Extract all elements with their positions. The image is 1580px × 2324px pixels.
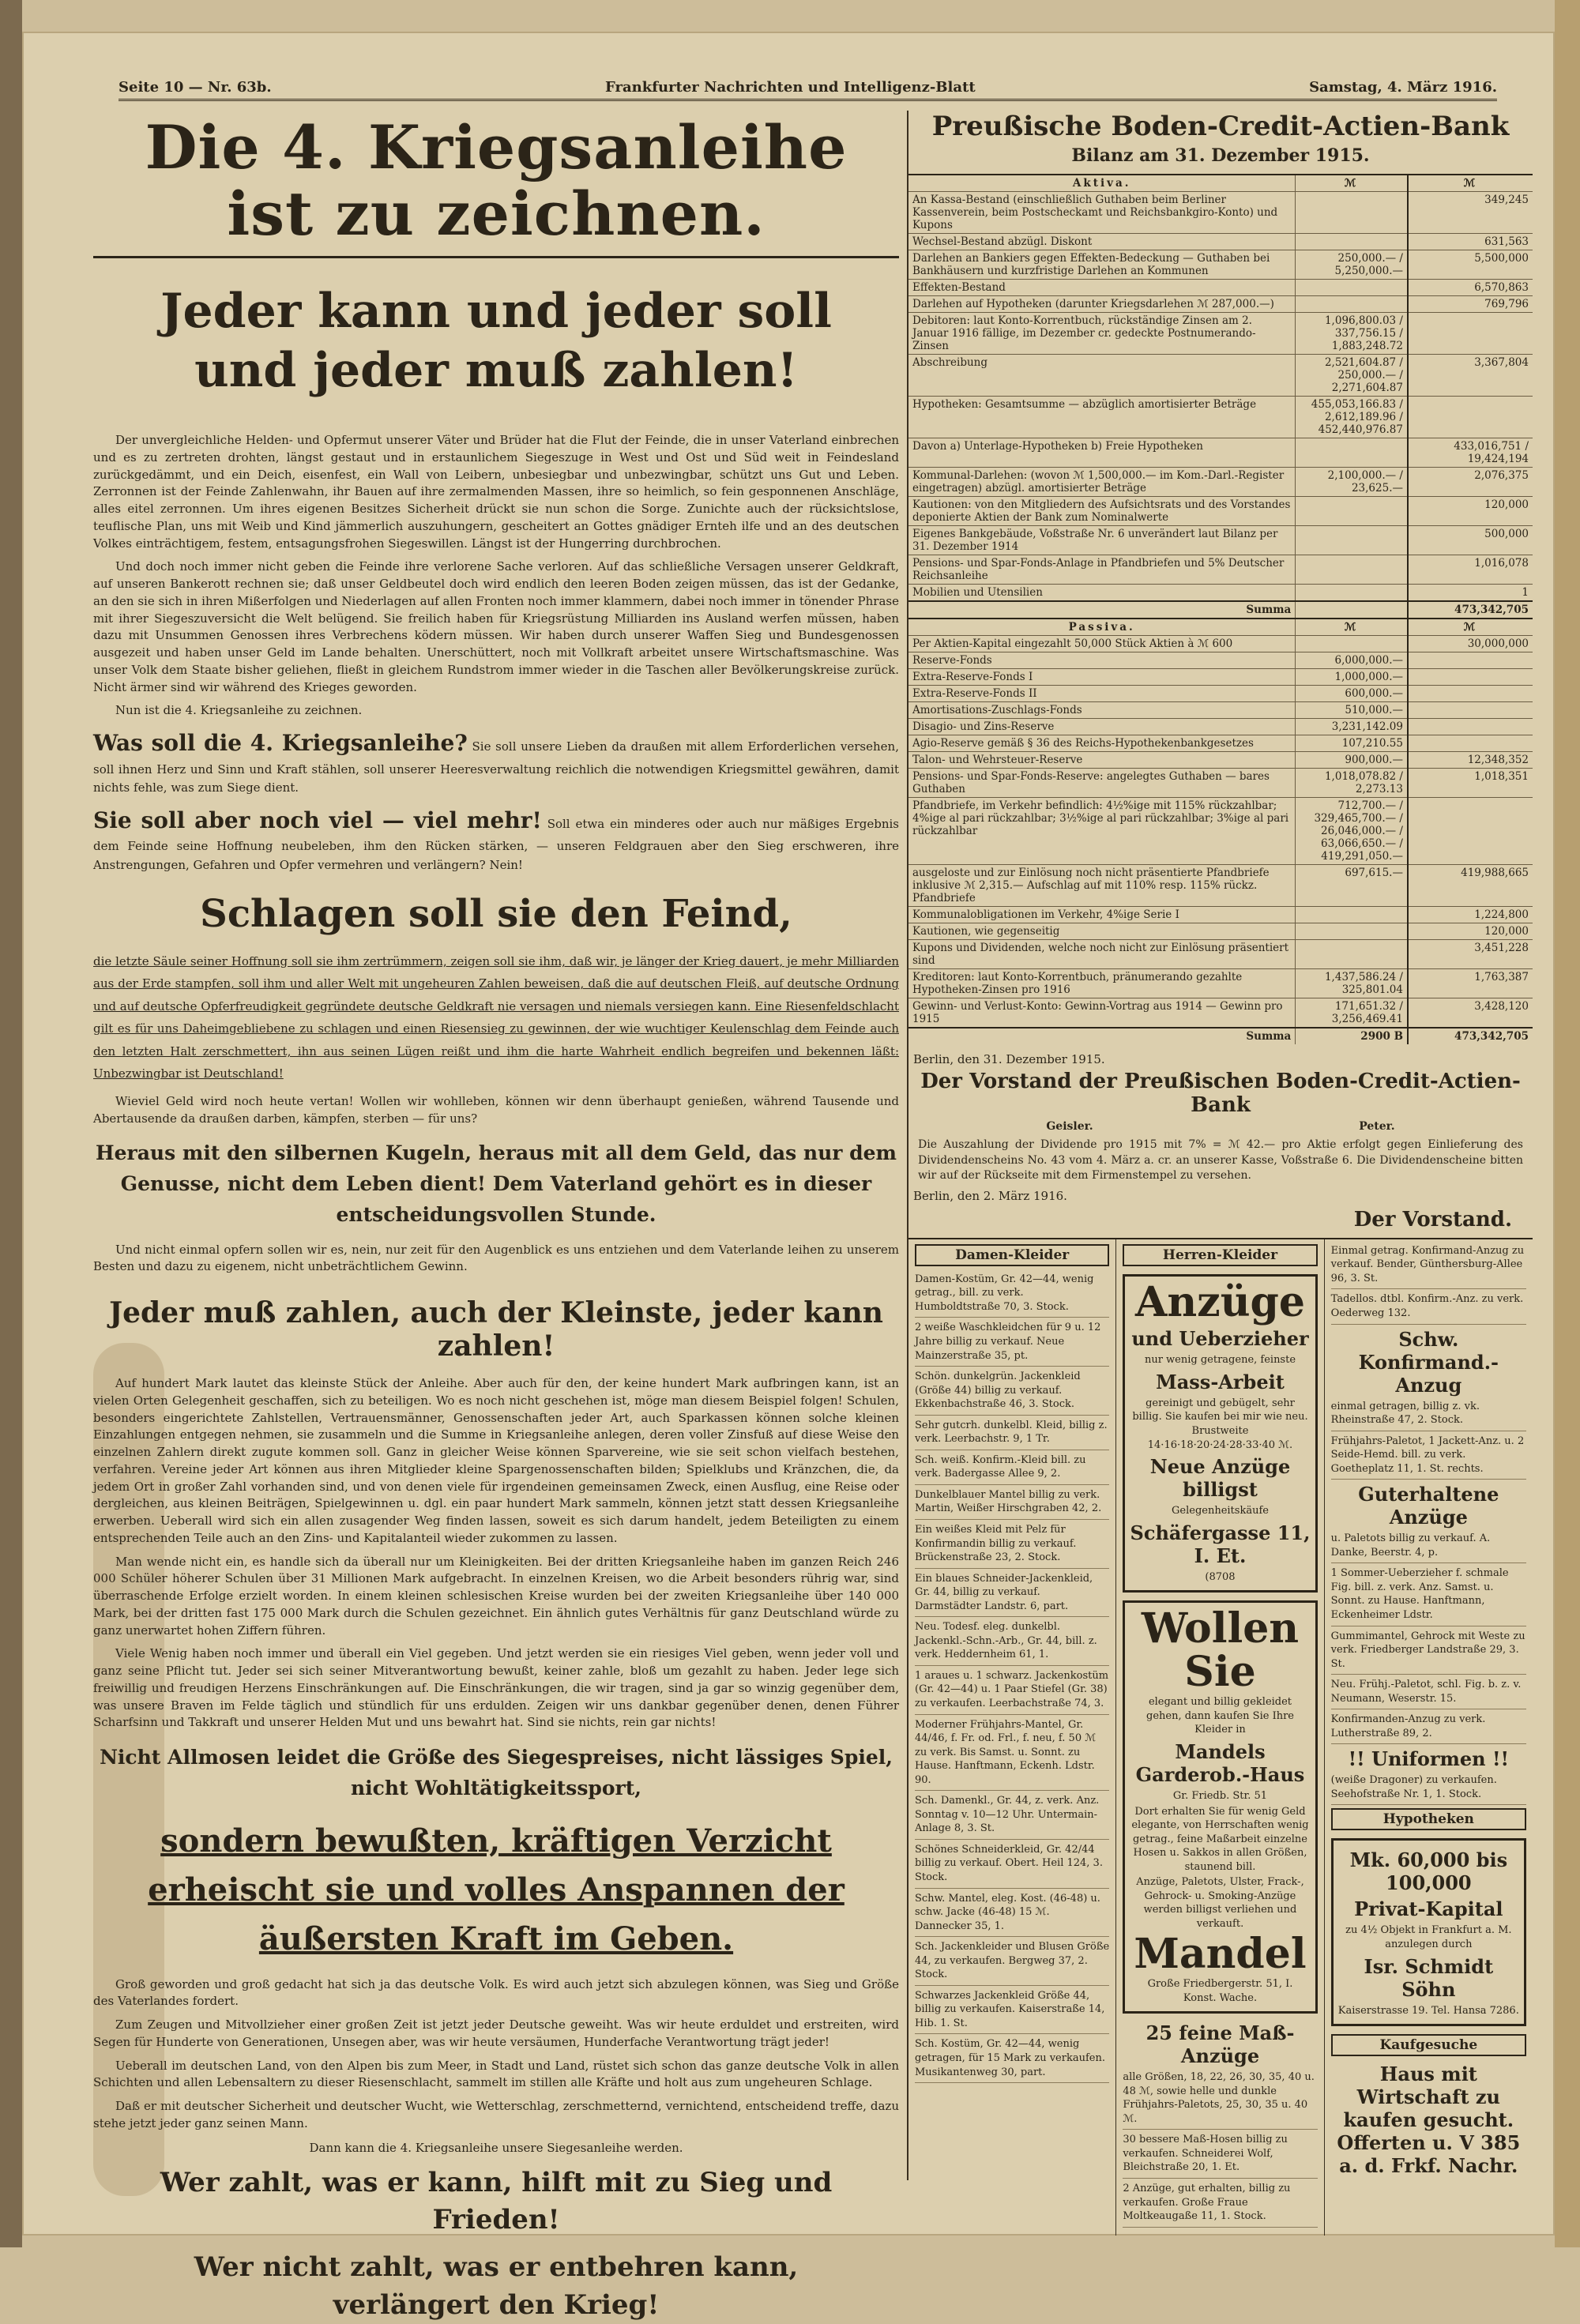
signature-title: Der Vorstand der Preußischen Boden-Credit-Actien-Bank xyxy=(920,1070,1521,1117)
aktiva-b: 1,016,078 xyxy=(1408,555,1533,585)
aktiva-sum-label: Summa xyxy=(908,601,1296,619)
aktiva-label: Pensions- und Spar-Fonds-Anlage in Pfandbriefen und 5% Deutscher Reichsanleihe xyxy=(908,555,1296,585)
passiva-row xyxy=(908,998,1533,1029)
currency-d: ℳ xyxy=(1408,619,1533,636)
damen-ad: Schw. Mantel, eleg. Kost. (46-48) u. schw. Jacke (46-48) 15 ℳ. Dannecker 35, 1. xyxy=(915,1892,1109,1938)
aktiva-label: Mobilien und Utensilien xyxy=(908,585,1296,602)
passiva-b xyxy=(1408,686,1533,702)
damen-ad: Sch. weiß. Konfirm.-Kleid bill. zu verk. Badergasse Allee 9, 2. xyxy=(915,1453,1109,1485)
aktiva-row xyxy=(908,468,1533,497)
aktiva-row xyxy=(908,355,1533,397)
passiva-b xyxy=(1408,652,1533,669)
aktiva-label: Davon a) Unterlage-Hypotheken b) Freie Hypotheken xyxy=(908,438,1296,468)
wollen-sie-text: elegant und billig gekleidet gehen, dann kaufen Sie Ihre Kleider in xyxy=(1146,1696,1294,1736)
aktiva-b: 3,367,804 xyxy=(1408,355,1533,397)
aktiva-label: Debitoren: laut Konto-Korrentbuch, rückständige Zinsen am 2. Januar 1916 fällige, im Dezember cr. gedeckte Postnumerando-Zinsen xyxy=(908,313,1296,355)
question-1 xyxy=(93,726,899,797)
aktiva-a xyxy=(1296,585,1408,602)
mandel-address: Große Friedbergerstr. 51, I. Konst. Wache. xyxy=(1147,1978,1293,2004)
anzuege-ad xyxy=(1123,1274,1317,1593)
heading-schlagen: Schlagen soll sie den Feind, xyxy=(200,891,792,936)
passiva-label: Disagio- und Zins-Reserve xyxy=(908,719,1296,735)
damen-ad: Sch. Jackenkleider und Blusen Größe 44, zu verkaufen. Bergweg 37, 2. Stock. xyxy=(915,1940,1109,1986)
page-edge xyxy=(1555,0,1580,2247)
passiva-header xyxy=(908,619,1533,636)
guterhaltene-head: Guterhaltene Anzüge xyxy=(1358,1483,1499,1529)
passiva-a: 107,210.55 xyxy=(1296,735,1408,752)
aktiva-row xyxy=(908,313,1533,355)
mass-hosen-ad: 30 bessere Maß-Hosen billig zu verkaufen. Schneiderei Wolf, Bleichstraße 20, 1. Et. xyxy=(1123,2133,1317,2179)
passiva-a: 900,000.— xyxy=(1296,752,1408,769)
passiva-b xyxy=(1408,669,1533,686)
paragraph-10: Groß geworden und groß gedacht hat sich ja das deutsche Volk. Es wird auch jetzt sich abzulegen können, was Sieg und Größe des Vaterlandes fordert. xyxy=(93,1976,899,2009)
mandel-name: Mandel xyxy=(1134,1929,1307,1978)
feine-mass-text: alle Größen, 18, 22, 26, 30, 35, 40 u. 48 ℳ, sowie helle und dunkle Frühjahrs-Paletots, 25, 30, 35 u. 40 ℳ. xyxy=(1123,2070,1317,2130)
damen-ad: Schön. dunkelgrün. Jackenkleid (Größe 44) billig zu verkauf. Ekkenbachstraße 46, 3. Stock. xyxy=(915,1370,1109,1416)
page-binding xyxy=(0,0,22,2247)
dividend-place: Berlin, den 2. März 1916. xyxy=(913,1188,1067,1203)
damen-ad-list xyxy=(915,1273,1109,2083)
schmidt-address: Kaiserstrasse 19. Tel. Hansa 7286. xyxy=(1337,2004,1519,2017)
aktiva-label: Kommunal-Darlehen: (wovon ℳ 1,500,000.— im Kom.-Darl.-Register eingetragen) abzügl. amortisierter Beträge xyxy=(908,468,1296,497)
paragraph-3: Nun ist die 4. Kriegsanleihe zu zeichnen. xyxy=(115,703,363,718)
passiva-a: 171,651.32 / 3,256,469.41 xyxy=(1296,998,1408,1029)
passiva-row xyxy=(908,769,1533,798)
wollen-sie-title: Wollen Sie xyxy=(1141,1604,1300,1696)
passiva-row xyxy=(908,686,1533,702)
aktiva-b: 2,076,375 xyxy=(1408,468,1533,497)
passiva-row xyxy=(908,865,1533,907)
aktiva-sum-value: 473,342,705 xyxy=(1408,601,1533,619)
question-1-head: Was soll die 4. Kriegsanleihe? xyxy=(93,730,468,757)
bold-appeal-1: Heraus mit den silbernen Kugeln, heraus mit all dem Geld, das nur dem Genusse, nicht dem Leben dient! Dem Vaterland gehört es in dieser entscheidungsvollen Stunde. xyxy=(96,1141,897,1226)
wollen-sie-ad xyxy=(1123,1600,1317,2014)
passiva-a xyxy=(1296,923,1408,940)
passiva-sum-ref: 2900 B xyxy=(1296,1028,1408,1044)
konfirm-anz-ad: Tadellos. dtbl. Konfirm.-Anz. zu verk. Oederweg 132. xyxy=(1331,1292,1526,1324)
signature-block xyxy=(913,1052,1528,1232)
aktiva-label: Darlehen auf Hypotheken (darunter Kriegsdarlehen ℳ 287,000.—) xyxy=(908,296,1296,313)
paragraph-6: Und nicht einmal opfern sollen wir es, nein, nur zeit für den Augenblick es uns entziehen und dem Vaterlande leihen zu unserem Besten und dazu zu eigenem, nicht unbeträchtlichem Gewinn. xyxy=(93,1242,899,1274)
aktiva-sum-blank xyxy=(1296,601,1408,619)
passiva-label: Kautionen, wie gegenseitig xyxy=(908,923,1296,940)
passiva-row xyxy=(908,752,1533,769)
damen-ad: 1 araues u. 1 schwarz. Jackenkostüm (Gr. 42—44) u. 1 Paar Stiefel (Gr. 38) zu verkaufen. Leerbachstraße 74, 3. xyxy=(915,1669,1109,1715)
slogan-line-2: und jeder muß zahlen! xyxy=(194,343,798,399)
herren-kleider-head: Herren-Kleider xyxy=(1123,1244,1317,1266)
neue-anzuege: Neue Anzüge billigst xyxy=(1149,1455,1291,1502)
aktiva-row xyxy=(908,397,1533,438)
passiva-row xyxy=(908,940,1533,969)
aktiva-a xyxy=(1296,280,1408,296)
aktiva-label: Kautionen: von den Mitgliedern des Aufsichtsrats und des Vorstandes deponierte Aktien der Bank zum Nominalwerte xyxy=(908,497,1296,526)
passiva-row xyxy=(908,702,1533,719)
passiva-row xyxy=(908,907,1533,923)
passiva-b xyxy=(1408,719,1533,735)
paragraph-11: Zum Zeugen und Mitvollzieher einer großen Zeit ist jetzt jeder Deutsche geweiht. Was wir heute erduldet und erstreiten, wird Segen für Hunderte von Generationen, Unsegen aber, was wir heute versäumen, Hunderfache Verantwortung trägt jeder! xyxy=(93,2018,899,2049)
aktiva-b: 500,000 xyxy=(1408,526,1533,555)
classified-ads xyxy=(908,1238,1533,2236)
aktiva-b xyxy=(1408,397,1533,438)
mass-arbeit: Mass-Arbeit xyxy=(1156,1370,1285,1393)
konfirmand-anzug-ad: Einmal getrag. Konfirmand-Anzug zu verkauf. Bender, Günthersburg-Allee 96, 3. St. xyxy=(1331,1244,1526,1290)
aktiva-b: 349,245 xyxy=(1408,192,1533,234)
signature-names xyxy=(913,1120,1528,1133)
passiva-a: 712,700.— / 329,465,700.— / 26,046,000.— / 63,066,650.— / 419,291,050.— xyxy=(1296,798,1408,865)
privat-text: zu 4½ Objekt in Frankfurt a. M. anzulegen durch xyxy=(1345,1924,1512,1950)
aktiva-label: Darlehen an Bankiers gegen Effekten-Bedeckung — Guthaben bei Bankhäusern und kurzfristige Darlehen an Kommunen xyxy=(908,250,1296,280)
passiva-b: 30,000,000 xyxy=(1408,636,1533,652)
damen-ad: Damen-Kostüm, Gr. 42—44, wenig getrag., bill. zu verk. Humboldtstraße 70, 3. Stock. xyxy=(915,1273,1109,1318)
signer-1: Geisler. xyxy=(1046,1120,1093,1133)
passiva-a: 1,000,000.— xyxy=(1296,669,1408,686)
aktiva-b xyxy=(1408,313,1533,355)
passiva-label: ausgeloste und zur Einlösung noch nicht präsentierte Pfandbriefe inklusive ℳ 2,315.— Aufschlag auf mit 110% resp. 115% rückz. Pfandbriefe xyxy=(908,865,1296,907)
passiva-label: Agio-Reserve gemäß § 36 des Reichs-Hypothekenbankgesetzes xyxy=(908,735,1296,752)
aktiva-row xyxy=(908,438,1533,468)
passiva-label: Extra-Reserve-Fonds II xyxy=(908,686,1296,702)
aktiva-row xyxy=(908,497,1533,526)
passiva-row xyxy=(908,719,1533,735)
aktiva-label: Abschreibung xyxy=(908,355,1296,397)
damen-ad: Sehr gutcrh. dunkelbl. Kleid, billig z. verk. Leerbachstr. 9, 1 Tr. xyxy=(915,1419,1109,1450)
passiva-label: Reserve-Fonds xyxy=(908,652,1296,669)
passiva-a xyxy=(1296,940,1408,969)
passiva-b: 3,451,228 xyxy=(1408,940,1533,969)
aktiva-b: 6,570,863 xyxy=(1408,280,1533,296)
aktiva-b: 631,563 xyxy=(1408,234,1533,250)
aktiva-label: Aktiva. xyxy=(908,175,1296,192)
fruehjahrs-paletot-ad: Frühjahrs-Paletot, 1 Jackett-Anz. u. 2 Seide-Hemd. bill. zu verk. Goetheplatz 11, 1. St. rechts. xyxy=(1331,1435,1526,1480)
mandels-text: Dort erhalten Sie für wenig Geld elegante, von Herrschaften wenig getrag., feine Maßarbeit einzelne Hosen u. Sakkos in allen Größen, staunend bill. xyxy=(1131,1805,1309,1873)
closing-line-1: Wer zahlt, was er kann, hilft mit zu Sieg und Frieden! xyxy=(160,2166,833,2236)
heading-jeder-muss: Jeder muß zahlen, auch der Kleinste, jeder kann zahlen! xyxy=(109,1296,883,1363)
passiva-label: Kreditoren: laut Konto-Korrentbuch, pränumerando gezahlte Hypotheken-Zinsen pro 1916 xyxy=(908,969,1296,998)
question-2-head: Sie soll aber noch viel — viel mehr! xyxy=(93,807,542,834)
aktiva-b: 769,796 xyxy=(1408,296,1533,313)
anzuege-note: nur wenig getragene, feinste xyxy=(1144,1354,1296,1367)
passiva-label: Pfandbriefe, im Verkehr befindlich: 4½%ige mit 115% rückzahlbar; 4%ige al pari rückzahlbar; 3½%ige al pari rückzahlbar; 3%ige al pari rückzahlbar xyxy=(908,798,1296,865)
passiva-row xyxy=(908,735,1533,752)
passiva-b xyxy=(1408,702,1533,719)
bold-appeal-2: Nicht Allmosen leidet die Größe des Siegespreises, nicht lässiges Spiel, nicht Wohltätigkeitssport, xyxy=(100,1746,893,1799)
passiva-b: 12,348,352 xyxy=(1408,752,1533,769)
heavy-appeal: sondern bewußten, kräftigen Verzicht erheischt sie und volles Anspannen der äußersten Kraft im Geben. xyxy=(148,1822,845,1957)
mandels-name: Mandels Garderob.-Haus xyxy=(1135,1740,1305,1787)
damen-ad: Sch. Kostüm, Gr. 42—44, wenig getragen, für 15 Mark zu verkaufen. Musikantenweg 30, part. xyxy=(915,2037,1109,2083)
damen-ad: Neu. Todesf. eleg. dunkelbl. Jackenkl.-Schn.-Arb., Gr. 44, bill. z. verk. Heddernheim 61, 1. xyxy=(915,1620,1109,1666)
passiva-label: Amortisations-Zuschlags-Fonds xyxy=(908,702,1296,719)
paragraph-1: Der unvergleichliche Helden- und Opfermut unserer Väter und Brüder hat die Flut der Feinde, die in unser Vaterland einbrechen und es zu zertreten drohten, längst gestaut und in erstaunlichem Siegeszuge in West und Ost und Süd weit in Feindesland zurückgedämmt, und ein Deich, eisenfest, ein Wall von Leibern, unbesiegbar und unbezwingbar, schützt uns Gut und Leben. Zerronnen ist der Feinde Zahlenwahn, ihr Bauen auf ihre zermalmenden Massen, ihre so heimlich, so fein gesponnenen Anschläge, alles eitel zerronnen. Um ihres eigenen Besitzes Sicherheit drückt sie nun schon die Sorge. Zunichte auch der rücksichtslose, teuflische Plan, uns mit Weib und Kind jämmerlich auszuhungern, gescheitert an Gottes gnädiger Ernteh ilfe und an des deutschen Volkes einträchtigem, festem, entsagungsfrohen Siegeswillen. Längst ist der Hungerring durchbrochen. xyxy=(93,433,899,551)
privat-kapital: Privat-Kapital xyxy=(1354,1897,1503,1921)
anzuege-title: Anzüge xyxy=(1135,1277,1305,1326)
passiva-b xyxy=(1408,798,1533,865)
aktiva-a xyxy=(1296,296,1408,313)
passiva-label: Gewinn- und Verlust-Konto: Gewinn-Vortrag aus 1914 — Gewinn pro 1915 xyxy=(908,998,1296,1029)
passiva-a: 510,000.— xyxy=(1296,702,1408,719)
hyp-amount: Mk. 60,000 bis 100,000 xyxy=(1349,1848,1508,1895)
haus-wirtschaft-ad: Haus mit Wirtschaft zu kaufen gesucht. Offerten u. V 385 a. d. Frkf. Nachr. xyxy=(1337,2063,1521,2178)
passiva-row xyxy=(908,669,1533,686)
passiva-a xyxy=(1296,636,1408,652)
paragraph-9: Viele Wenig haben noch immer und überall ein Viel gegeben. Und jetzt werden sie ein riesiges Viel geben, wenn jeder voll und ganz seine Pflicht tut. Jeder sei sich seiner Mitverantwortung bewußt, keiner zahle, bloß um gezahlt zu haben. Jeder lege sich freiwillig und freudigen Herzens Einschränkungen auf. Die Einschränkungen, die wir tragen, sind ja gar so winzig gegenüber dem, was unsere Braven im Felde täglich und stündlich für uns erdulden. Zeigen wir uns dankbar gegenüber denen, denen Führer Scharfsinn und Takkraft und unserer Helden Mut und uns bewahrt hat. Sind sie nichts, rein gar nichts! xyxy=(93,1646,899,1730)
aktiva-a: 1,096,800.03 / 337,756.15 / 1,883,248.72 xyxy=(1296,313,1408,355)
aktiva-a xyxy=(1296,526,1408,555)
aktiva-label: An Kassa-Bestand (einschließlich Guthaben beim Berliner Kassenverein, beim Postscheckamt und Reichsbankgiro-Konto) und Kupons xyxy=(908,192,1296,234)
privat-kapital-ad xyxy=(1331,1838,1526,2026)
war-loan-appeal xyxy=(93,111,900,2321)
aktiva-b: 433,016,751 / 19,424,194 xyxy=(1408,438,1533,468)
aktiva-label: Effekten-Bestand xyxy=(908,280,1296,296)
paragraph-14: Dann kann die 4. Kriegsanleihe unsere Siegesanleihe werden. xyxy=(309,2140,683,2155)
damen-kleider-head: Damen-Kleider xyxy=(915,1244,1109,1266)
passiva-a: 3,231,142.09 xyxy=(1296,719,1408,735)
passiva-row xyxy=(908,798,1533,865)
closing-line-2a: Wer nicht zahlt, was er entbehren kann, xyxy=(194,2251,799,2283)
anzuege-subtitle: und Ueberzieher xyxy=(1131,1327,1309,1351)
page-number: Seite 10 — Nr. 63b. xyxy=(118,78,272,96)
aktiva-b: 5,500,000 xyxy=(1408,250,1533,280)
dividend-notice: Die Auszahlung der Dividende pro 1915 mit 7% = ℳ 42.— pro Aktie erfolgt gegen Einlieferung des Dividendenscheins No. 43 vom 4. März a. cr. an unserer Kasse, Voßstraße 6. Die Dividendenscheine bitten wir auf der Rückseite mit dem Firmenstempel zu versehen. xyxy=(918,1138,1523,1183)
aktiva-row xyxy=(908,555,1533,585)
paragraph-13: Daß er mit deutscher Sicherheit und deutscher Wucht, wie Wetterschlag, zerschmetternd, vernichtend, entscheidend treffe, dazu stehe jetzt jeder ganz seinen Mann. xyxy=(93,2099,899,2130)
paragraph-5: Wieviel Geld wird noch heute vertan! Wollen wir wohlleben, können wir denn überhaupt genießen, während Tausende und Abertausende da draußen darben, kämpfen, sterben — für uns? xyxy=(93,1093,899,1126)
newspaper-name: Frankfurter Nachrichten und Intelligenz-Blatt xyxy=(605,78,976,96)
aktiva-row xyxy=(908,296,1533,313)
damen-ad: Ein weißes Kleid mit Pelz für Konfirmandin billig zu verkauf. Brückenstraße 23, 2. Stock. xyxy=(915,1523,1109,1569)
damen-ad: Schönes Schneiderkleid, Gr. 42/44 billig zu verkauf. Obert. Heil 124, 3. Stock. xyxy=(915,1843,1109,1889)
damen-ad: Moderner Frühjahrs-Mantel, Gr. 44/46, f. Fr. od. Frl., f. neu, f. 50 ℳ zu verk. Bis Samst. u. Sonnt. zu Hause. Hanftmann, Eckenh. Ldstr. 90. xyxy=(915,1718,1109,1792)
passiva-label: Per Aktien-Kapital eingezahlt 50,000 Stück Aktien à ℳ 600 xyxy=(908,636,1296,652)
bilanz-title: Bilanz am 31. Dezember 1915. xyxy=(1071,145,1370,166)
uniformen-text: (weiße Dragoner) zu verkaufen. Seehofstraße Nr. 1, 1. Stock. xyxy=(1331,1773,1526,1805)
guterhaltene-text: u. Paletots billig zu verkauf. A. Danke, Beerstr. 4, p. xyxy=(1331,1532,1526,1563)
aktiva-sum-row xyxy=(908,601,1533,619)
anzug-list: Anzüge, Paletots, Ulster, Frack-, Gehrock- u. Smoking-Anzüge werden billigst verliehen und verkauft. xyxy=(1136,1876,1304,1930)
damen-ad: Sch. Damenkl., Gr. 44, z. verk. Anz. Sonntag v. 10—12 Uhr. Untermain-Anlage 8, 3. St. xyxy=(915,1794,1109,1840)
aktiva-row xyxy=(908,192,1533,234)
damen-ad: Schwarzes Jackenkleid Größe 44, billig zu verkaufen. Kaiserstraße 14, Hib. 1. St. xyxy=(915,1989,1109,2035)
signature-place: Berlin, den 31. Dezember 1915. xyxy=(913,1052,1105,1066)
aktiva-row xyxy=(908,280,1533,296)
passiva-a xyxy=(1296,907,1408,923)
aktiva-a: 2,521,604.87 / 250,000.— / 2,271,604.87 xyxy=(1296,355,1408,397)
right-column xyxy=(907,111,1533,2223)
question-1-text: Sie soll unsere Lieben da draußen mit allem Erforderlichen versehen, soll ihnen Herz und Sinn und Kraft stählen, soll unserer Heeresverwaltung reichlich die notwendigen Kriegsmittel gewähren, damit nichts fehle, was zum Siege dient. xyxy=(93,739,899,795)
gelegenheitskaeufe: Gelegenheitskäufe xyxy=(1172,1505,1269,1517)
question-2 xyxy=(93,803,899,874)
dividend-signature: Der Vorstand. xyxy=(1353,1207,1512,1232)
aktiva-b: 120,000 xyxy=(1408,497,1533,526)
schmidt-name: Isr. Schmidt Söhn xyxy=(1364,1954,1494,2001)
passiva-a: 600,000.— xyxy=(1296,686,1408,702)
passiva-b: 1,763,387 xyxy=(1408,969,1533,998)
anzuege-details: gereinigt und gebügelt, sehr billig. Sie kaufen bei mir wie neu. Brustweite 14·16·18·20·24·28·33·40 ℳ. xyxy=(1132,1397,1308,1451)
neu-fruehj-ad: Neu. Frühj.-Paletot, schl. Fig. b. z. v. Neumann, Weserstr. 15. xyxy=(1331,1678,1526,1709)
aktiva-a: 250,000.— / 5,250,000.— xyxy=(1296,250,1408,280)
aktiva-b: 1 xyxy=(1408,585,1533,602)
appeal-slogan xyxy=(93,282,899,400)
aktiva-header xyxy=(908,175,1533,192)
paragraph-2: Und doch noch immer nicht geben die Feinde ihre verlorene Sache verloren. Auf das schließliche Versagen unserer Geldkraft, auf unseren Bankerott rechnen sie; daß unser Geldbeutel doch wird endlich den leeren Boden zeigen müssen, das ist der Gedanke, an den sie sich in ihren Mißerfolgen und Niederlagen auf allen Fronten noch immer klammern, dabei noch immer in tönender Phrase mit ihrer Siegeszuversicht die Welt belügend. Sie freilich haben für Kriegsrüstung Milliarden ins Ausland werfen müssen, haben dazu mit Unsummen Genossen ihres Verbrechens ködern müssen. Wir haben durch unserer Waffen Sieg und Bundesgenossen ausgezeit und haben unser Geld im Lande behalten. Unerschüttert, noch mit Vollkraft arbeitet unsere Wirtschaftsmaschine. Was unser Volk dem Staate bisher geliehen, fließt in gleichem Rundstrom immer wieder in die Taschen aller Bevölkerungskreise zurück. Nicht ärmer sind wir während des Krieges geworden. xyxy=(93,559,899,694)
schw-konfirmand-text: einmal getragen, billig z. vk. Rheinstraße 47, 2. Stock. xyxy=(1331,1400,1526,1431)
schaefer-ref: (8708 xyxy=(1205,1570,1236,1583)
appeal-title: Die 4. Kriegsanleihe ist zu zeichnen. xyxy=(145,112,848,249)
aktiva-label: Eigenes Bankgebäude, Voßstraße Nr. 6 unverändert laut Bilanz per 31. Dezember 1914 xyxy=(908,526,1296,555)
passiva-row xyxy=(908,923,1533,940)
passiva-b: 1,018,351 xyxy=(1408,769,1533,798)
aktiva-row xyxy=(908,234,1533,250)
konfirmanden-anzug-ad: Konfirmanden-Anzug zu verk. Lutherstraße 89, 2. xyxy=(1331,1713,1526,1744)
aktiva-label: Hypotheken: Gesamtsumme — abzüglich amortisierter Beträge xyxy=(908,397,1296,438)
passiva-b xyxy=(1408,735,1533,752)
passiva-label: Passiva. xyxy=(908,619,1296,636)
passiva-label: Kupons und Dividenden, welche noch nicht zur Einlösung präsentiert sind xyxy=(908,940,1296,969)
aktiva-a xyxy=(1296,497,1408,526)
aktiva-a xyxy=(1296,234,1408,250)
schaefergasse-address: Schäfergasse 11, I. Et. xyxy=(1130,1521,1311,1567)
passiva-label: Kommunalobligationen im Verkehr, 4%ige Serie I xyxy=(908,907,1296,923)
hypotheken-head: Hypotheken xyxy=(1331,1808,1526,1830)
passiva-label: Extra-Reserve-Fonds I xyxy=(908,669,1296,686)
feine-mass-anzuege: 25 feine Maß-Anzüge xyxy=(1146,2021,1295,2068)
running-header xyxy=(118,75,1497,101)
damen-ad: Ein blaues Schneider-Jackenkleid, Gr. 44, billig zu verkauf. Darmstädter Landstr. 6, part. xyxy=(915,1572,1109,1618)
aktiva-label: Wechsel-Bestand abzügl. Diskont xyxy=(908,234,1296,250)
passiva-row xyxy=(908,636,1533,652)
ads-column-misc xyxy=(1325,1239,1533,2236)
aktiva-a: 455,053,166.83 / 2,612,189.96 / 452,440,976.87 xyxy=(1296,397,1408,438)
paragraph-8: Man wende nicht ein, es handle sich da überall nur um Kleinigkeiten. Bei der dritten Kriegsanleihe haben im ganzen Reich 246 000 Schüler höherer Schulen über 31 Millionen Mark aufgebracht. In einzelnen Kreisen, wo die Arbeit besonders rührig war, sind überraschende Erfolge erzielt worden. In einem kleinen schlesischen Kreise wurden bei der zweiten Kriegsanleihe über 140 000 Mark, bei der dritten fast 175 000 Mark durch die Schulen gezeichnet. Ein ähnlich gutes Verhältnis für ganz Deutschland würde zu ganz unerwartet hohen Ziffern führen. xyxy=(93,1554,899,1638)
aktiva-a: 2,100,000.— / 23,625.— xyxy=(1296,468,1408,497)
passiva-b: 3,428,120 xyxy=(1408,998,1533,1029)
passiva-row xyxy=(908,969,1533,998)
anzuege-last-ad: 2 Anzüge, gut erhalten, billig zu verkaufen. Große Fraue Moltkeaugaße 11, 1. Stock. xyxy=(1123,2182,1317,2228)
passiva-a: 1,437,586.24 / 325,801.04 xyxy=(1296,969,1408,998)
passiva-sum-label: Summa xyxy=(908,1028,1296,1044)
passiva-a: 697,615.— xyxy=(1296,865,1408,907)
uniformen-head: !! Uniformen !! xyxy=(1348,1747,1510,1771)
passiva-sum-row xyxy=(908,1028,1533,1044)
passiva-a: 6,000,000.— xyxy=(1296,652,1408,669)
passiva-label: Talon- und Wehrsteuer-Reserve xyxy=(908,752,1296,769)
passiva-row xyxy=(908,652,1533,669)
currency-a: ℳ xyxy=(1296,175,1408,192)
damen-ad: 2 weiße Waschkleidchen für 9 u. 12 Jahre billig zu verkauf. Neue Mainzerstraße 35, pt. xyxy=(915,1321,1109,1367)
passiva-a: 1,018,078.82 / 2,273.13 xyxy=(1296,769,1408,798)
passiva-b: 120,000 xyxy=(1408,923,1533,940)
currency-b: ℳ xyxy=(1408,175,1533,192)
aktiva-a xyxy=(1296,438,1408,468)
passiva-b: 419,988,665 xyxy=(1408,865,1533,907)
ads-column-herren xyxy=(1116,1239,1324,2236)
issue-date: Samstag, 4. März 1916. xyxy=(1309,78,1497,96)
kaufgesuche-head: Kaufgesuche xyxy=(1331,2034,1526,2056)
aktiva-row xyxy=(908,585,1533,602)
ads-column-damen xyxy=(908,1239,1116,2236)
damen-ad: Dunkelblauer Mantel billig zu verk. Martin, Weißer Hirschgraben 42, 2. xyxy=(915,1488,1109,1520)
paragraph-12: Ueberall im deutschen Land, von den Alpen bis zum Meer, in Stadt und Land, rüstet sich schon das ganze deutsche Volk in allen Schichten und allen Lebensaltern zu dieser Riesenschlacht, sammelt im stillen alle Kräfte und holt aus zum ungeheuren Schlage. xyxy=(93,2058,899,2090)
balance-sheet xyxy=(908,174,1533,1044)
slogan-line-1: Jeder kann und jeder soll xyxy=(160,284,832,340)
gummimantel-ad: Gummimantel, Gehrock mit Weste zu verk. Friedberger Landstraße 29, 3. St. xyxy=(1331,1630,1526,1675)
closing-line-2b: verlängert den Krieg! xyxy=(333,2288,660,2321)
bank-title: Preußische Boden-Credit-Actien-Bank xyxy=(931,111,1510,142)
aktiva-row xyxy=(908,250,1533,280)
passiva-sum-value: 473,342,705 xyxy=(1408,1028,1533,1044)
aktiva-row xyxy=(908,526,1533,555)
divider xyxy=(93,256,899,258)
aktiva-a xyxy=(1296,192,1408,234)
paragraph-7: Auf hundert Mark lautet das kleinste Stück der Anleihe. Aber auch für den, der keine hundert Mark aufbringen kann, ist an vielen Orten Gelegenheit geschaffen, sich zu beteiligen. Wo es noch nicht geschehen ist, möge man diesem Beispiel folgen! Schulen, besonders eingerichtete Zahlstellen, Vertrauensmänner, Genossenschaften jeder Art, auch Sparkassen können solche kleinen Einzahlungen entgegen nehmen, sie zusammeln und die Summe in Kriegsanleihe anlegen, deren voller Zinsfuß auf diese Weise den einzelnen Zahlern direkt zugute kommen soll. Ganz in gleicher Weise können Sparvereine, wie sie seit schon vielfach bestehen, verfahren. Vereine jeder Art können aus ihren Mitglieder kleine Spargenossenschaften bilden; Spielklubs und Kränzchen, die, da jedem Ort in großer Zahl vorhanden sind, und von denen viele für irgendeinen gemeinsamen Zweck, einen Ausflug, eine Reise oder dergleichen, aus kleinen Beiträgen, Spielgewinnen u. dgl. ein paar hundert Mark sammeln, können jetzt statt dessen Kriegsanleihe erwerben. Ueberall wird sich ein allen zusagender Weg finden lassen, soweit es sich darum handelt, jedem Beteiligten zu einem entsprechenden Teile auch an den Zins- und Kapitalanteil wieder zukommen zu lassen. xyxy=(93,1376,899,1545)
question-2-text: Soll etwa ein minderes oder auch nur mäßiges Ergebnis dem Feinde seine Hoffnung neubeleben, ihm den Rücken stärken, — unseren Feldgrauen aber den Sieg erschweren, ihre Anstrengungen, Gefahren und Opfer vermehren und verlängern? Nein! xyxy=(93,817,900,872)
sommer-ueberzieher-ad: 1 Sommer-Ueberzieher f. schmale Fig. bill. z. verk. Anz. Samst. u. Sonnt. zu Hause. Hanftmann, Eckenheimer Ldstr. xyxy=(1331,1566,1526,1626)
passiva-label: Pensions- und Spar-Fonds-Reserve: angelegtes Guthaben — bares Guthaben xyxy=(908,769,1296,798)
signer-2: Peter. xyxy=(1359,1120,1395,1133)
currency-c: ℳ xyxy=(1296,619,1408,636)
aktiva-a xyxy=(1296,555,1408,585)
passiva-b: 1,224,800 xyxy=(1408,907,1533,923)
closing-line-2 xyxy=(93,2249,899,2324)
paragraph-4: die letzte Säule seiner Hoffnung soll sie ihm zertrümmern, zeigen soll sie ihm, daß wir, je länger der Krieg dauert, je mehr Milliarden aus der Erde stampfen, soll ihm und aller Welt mit ungeheuren Zahlen beweisen, daß die auf deutschen Fleiß, auf deutsche Ordnung und auf deutsche Opferfreudigkeit gegründete deutsche Geldkraft nie versagen und niemals versiegen kann. Eine Riesenfeldschlacht gilt es für uns Daheimgebliebene zu schlagen und einen Riesensieg zu gewinnen, der wie wuchtiger Keulenschlag dem Feinde auch den letzten Halt zerschmettert, ihn aus seinen Lügen reißt und ihm die harte Wahrheit endlich begreifen und bekennen läßt: Unbezwingbar ist Deutschland! xyxy=(93,953,899,1081)
mandels-address: Gr. Friedb. Str. 51 xyxy=(1172,1790,1268,1803)
schw-konfirmand-head: Schw. Konfirmand.-Anzug xyxy=(1358,1327,1499,1397)
